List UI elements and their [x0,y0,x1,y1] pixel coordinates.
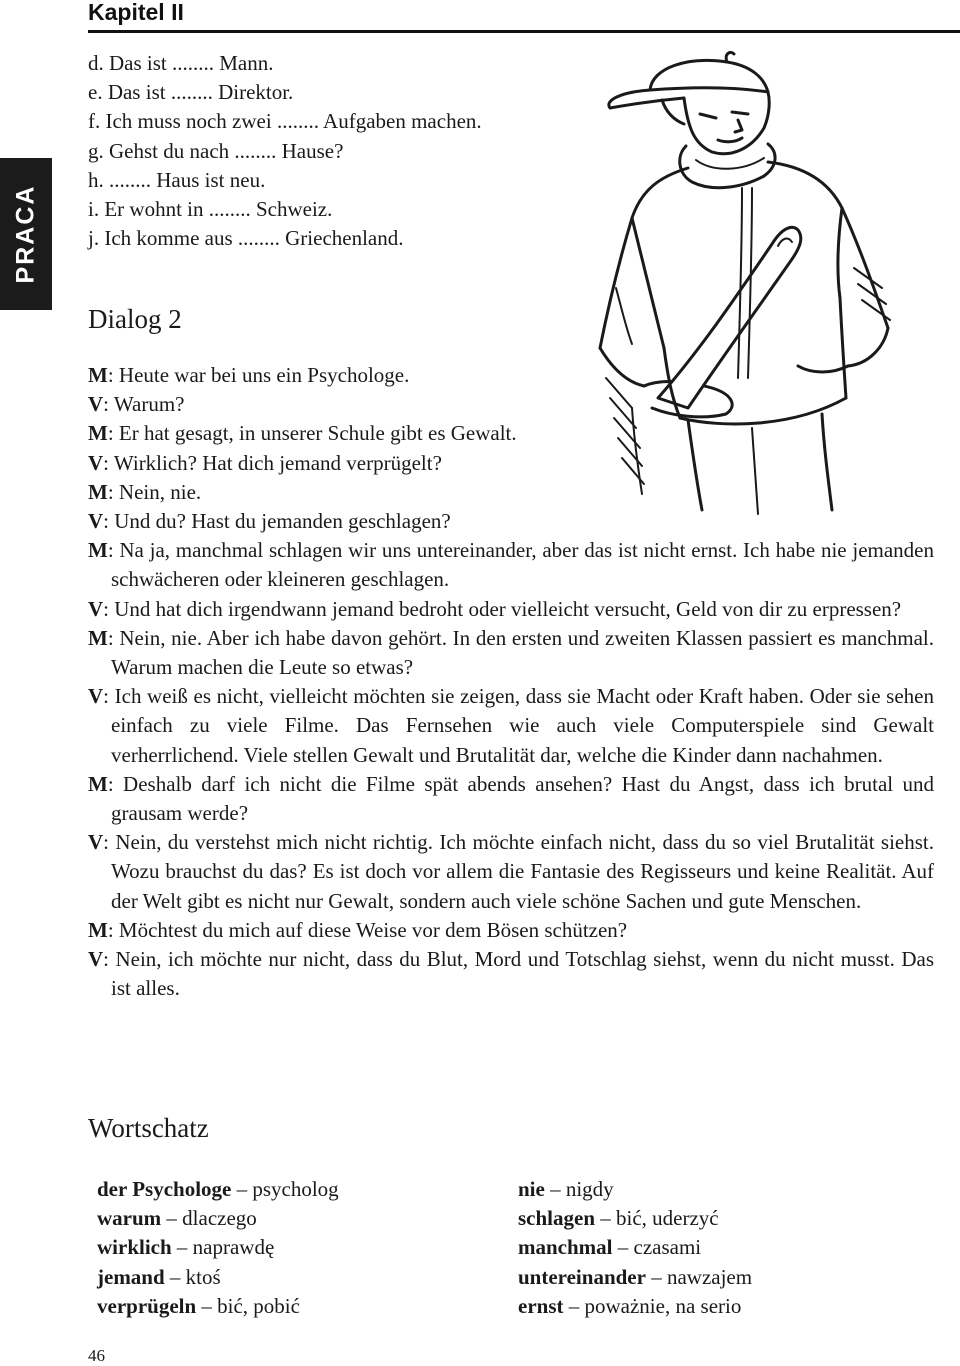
dialog-line [88,449,934,478]
vocab-translation: – ktoś [164,1264,221,1289]
vocab-translation: – nigdy [544,1177,614,1201]
section-side-tab [0,158,52,310]
vocab-translation: – bić, pobić [196,1293,300,1318]
vocab-entry [518,1175,752,1204]
speaker-label: V [88,509,104,534]
vocab-translation: – nawzajem [645,1264,753,1289]
speaker-label: V [88,450,104,475]
dialog-line [88,916,934,945]
speaker-label: V [88,684,104,709]
chapter-title: Kapitel II [88,0,184,25]
dialog-line [88,595,934,624]
exercise-item: j. Ich komme aus ........ Griechenland. [88,226,404,251]
speaker-label: M [88,363,108,387]
dialog-text: : Na ja, manchmal schlagen wir uns untereinander, aber das ist nicht ernst. Ich habe nie jemanden schwächeren oder kleineren geschlagen. [107,538,934,592]
vocab-term: verprügeln [97,1293,197,1318]
dialog-text: : Heute war bei uns ein Psychologe. [107,363,410,387]
dialog-line [88,361,934,390]
vocab-term: manchmal [518,1235,613,1260]
dialog-text: : Nein, ich möchte nur nicht, dass du Blut, Mord und Totschlag siehst, wenn du nicht musst. Das ist alles. [103,947,934,1001]
exercise-item: e. Das ist ........ Direktor. [88,80,294,105]
dialog-transcript [88,361,934,1003]
vocab-entry [97,1204,339,1233]
wortschatz-heading: Wortschatz [88,1113,209,1143]
dialog-line [88,536,934,594]
dialog-text: : Und du? Hast du jemanden geschlagen? [103,509,451,534]
dialog-text: : Er hat gesagt, in unserer Schule gibt es Gewalt. [107,421,517,446]
speaker-label: M [88,421,108,446]
vocab-translation: – psycholog [231,1177,339,1201]
exercise-item: g. Gehst du nach ........ Hause? [88,138,344,163]
dialog-line [88,682,934,770]
speaker-label: V [88,392,104,417]
vocab-translation: – poważnie, na serio [563,1293,742,1318]
exercise-list [88,49,482,253]
vocab-entry [97,1233,339,1262]
speaker-label: M [88,479,108,504]
speaker-label: M [88,771,108,796]
vocab-translation: – bić, uderzyć [595,1206,719,1231]
speaker-label: V [88,830,104,855]
vocab-entry [97,1292,339,1321]
dialog-text: : Ich weiß es nicht, vielleicht möchten sie zeigen, dass sie Macht oder Kraft haben. Oder sie sehen einfach zu viele Filme. Das Fernsehen wie auch viele Computerspiele sind Gewalt verherrlichend. Viele stellen Gewalt und Brutalität dar, welche die Kinder dann nachahmen. [103,684,934,767]
speaker-label: M [88,538,108,563]
speaker-label: V [88,947,104,972]
vocab-entry [518,1204,752,1233]
dialog-line [88,390,934,419]
dialog-heading: Dialog 2 [88,304,182,334]
dialog-line [88,624,934,682]
vocab-list-right [518,1175,752,1321]
dialog-line [88,770,934,828]
dialog-text: : Nein, nie. Aber ich habe davon gehört. In den ersten und zweiten Klassen passiert es manchmal. Warum machen die Leute so etwas? [107,625,934,680]
vocab-entry [97,1175,339,1204]
vocab-list-left [97,1175,339,1321]
dialog-text: : Möchtest du mich auf diese Weise vor dem Bösen schützen? [107,917,628,942]
vocab-translation: – dlaczego [161,1206,257,1231]
side-tab-label: PRACA [11,184,40,284]
vocab-translation: – czasami [612,1235,702,1260]
speaker-label: M [88,917,108,942]
dialog-text: : Deshalb darf ich nicht die Filme spät abends ansehen? Hast du Angst, dass ich brutal und grausam werde? [107,771,934,826]
vocab-translation: – naprawdę [171,1235,275,1260]
dialog-text: : Nein, nie. [107,479,202,504]
exercise-item: i. Er wohnt in ........ Schweiz. [88,197,333,222]
speaker-label: M [88,625,108,650]
vocab-entry [518,1233,752,1262]
vocab-term: schlagen [518,1206,596,1231]
page-header [88,0,960,33]
dialog-text: : Wirklich? Hat dich jemand verprügelt? [103,450,442,475]
vocab-term: nie [518,1177,545,1201]
dialog-text: : Und hat dich irgendwann jemand bedroht oder vielleicht versucht, Geld von dir zu erpressen? [103,596,902,621]
exercise-item: d. Das ist ........ Mann. [88,51,274,75]
dialog-line [88,419,934,448]
vocab-term: warum [97,1206,162,1231]
vocab-term: ernst [518,1293,564,1318]
vocab-entry [518,1263,752,1292]
exercise-item: f. Ich muss noch zwei ........ Aufgaben machen. [88,109,482,134]
vocab-term: untereinander [518,1264,646,1289]
dialog-line [88,828,934,916]
speaker-label: V [88,596,104,621]
exercise-item: h. ........ Haus ist neu. [88,167,266,192]
dialog-line [88,507,934,536]
dialog-text: : Nein, du verstehst mich nicht richtig. Ich möchte einfach nicht, dass du so viel Brutalität siehst. Wozu brauchst du das? Es ist doch vor allem die Fantasie des Regisseurs und keine Realität. Auf der Welt gibt es nicht nur Gewalt, sondern auch viele schöne Sachen und gute Menschen. [103,830,934,913]
page-number: 46 [88,1346,105,1365]
dialog-text: : Warum? [103,392,185,417]
dialog-line [88,945,934,1003]
vocab-term: der Psychologe [97,1177,232,1201]
vocab-term: wirklich [97,1235,172,1260]
vocab-term: jemand [97,1264,165,1289]
vocab-entry [97,1263,339,1292]
dialog-line [88,478,934,507]
vocab-entry [518,1292,752,1321]
